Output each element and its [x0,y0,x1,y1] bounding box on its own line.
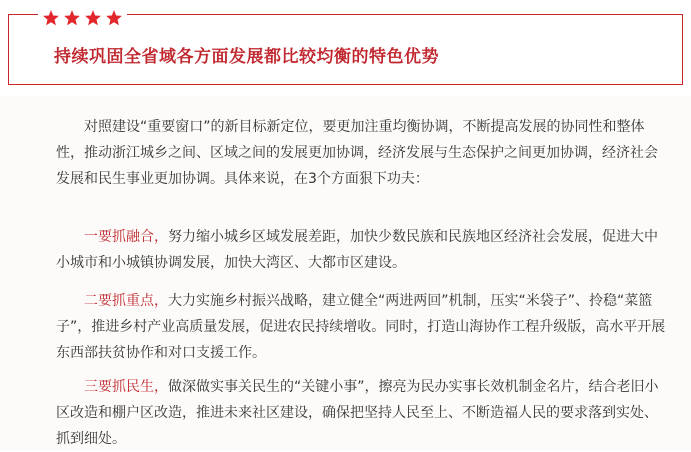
star-decoration [38,9,127,29]
point-three-paragraph [56,374,671,452]
point-three-lead: 三要抓民生， [84,379,168,395]
point-one-paragraph [56,224,671,276]
point-two-text: 大力实施乡村振兴战略，建立健全“两进两回”机制，压实“米袋子”、拎稳“菜篮子”，推进乡村产业高质量发展，促进农民持续增收。同时，打造山海协作工程升级版，高水平开展东西部扶贫协作和对口支援工作。 [56,293,666,361]
section-title: 持续巩固全省域各方面发展都比较均衡的特色优势 [54,47,439,67]
intro-paragraph: 对照建设“重要窗口”的新目标新定位，要更加注重均衡协调，不断提高发展的协同性和整体性，推动浙江城乡之间、区域之间的发展更加协调，经济发展与生态保护之间更加协调，经济社会发展和民生事业更加协调。具体来说，在3个方面狠下功夫： [56,119,658,187]
star-icon [63,9,81,27]
point-two-paragraph [56,288,671,366]
point-one-text: 努力缩小城乡区域发展差距，加快少数民族和民族地区经济社会发展，促进大中小城市和小城镇协调发展，加快大湾区、大都市区建设。 [56,229,658,271]
star-icon [84,9,102,27]
article-body [0,96,691,451]
point-one-lead: 一要抓融合， [84,229,168,245]
star-icon [42,9,60,27]
point-two-lead: 二要抓重点， [84,293,168,309]
point-three-text: 做深做实事关民生的“关键小事”，擦亮为民办实事长效机制金名片，结合老旧小区改造和棚户区改造，推进未来社区建设，确保把坚持人民至上、不断造福人民的要求落到实处、抓到细处。 [56,379,659,447]
star-icon [105,9,123,27]
